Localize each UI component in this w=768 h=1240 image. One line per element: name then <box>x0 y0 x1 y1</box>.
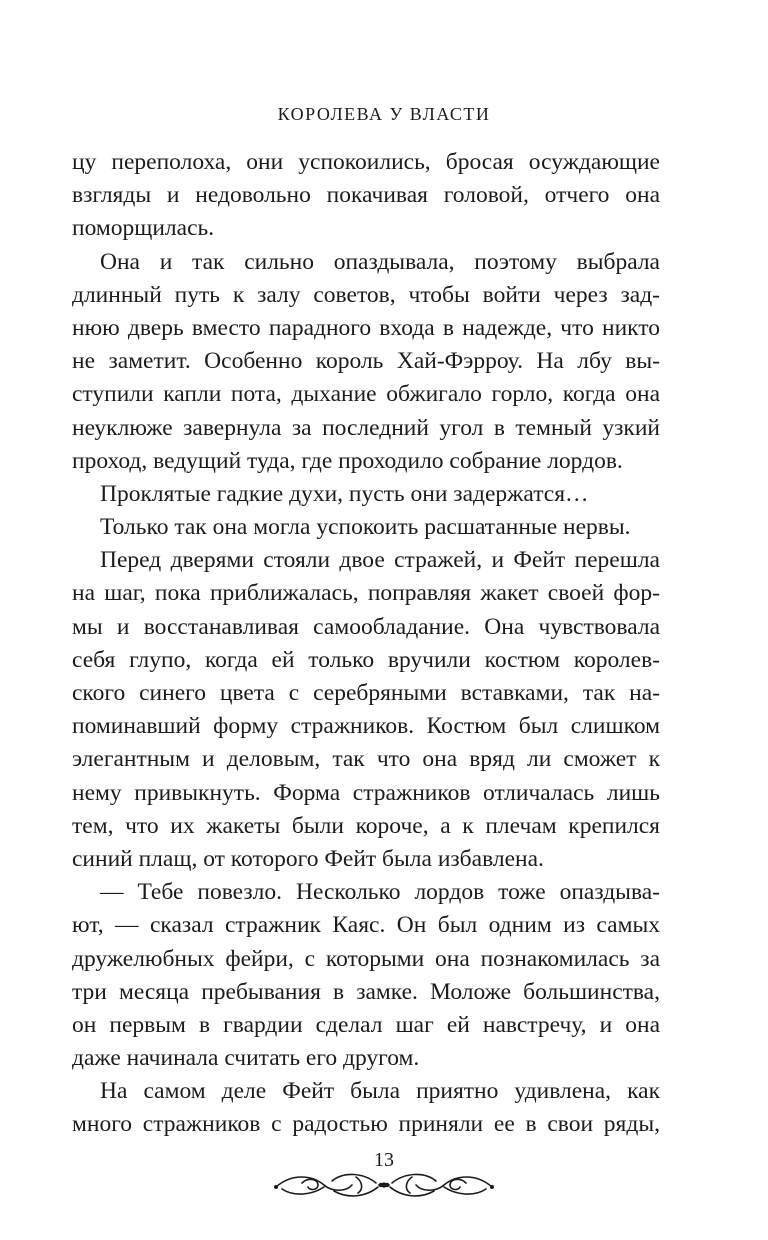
text-line: не заметит. Особенно король Хай-Фэрроу. На лбу вы- <box>72 348 660 375</box>
flourish-ornament-icon <box>272 1165 496 1205</box>
text-line: проход, ведущий туда, где проходило собрание лордов. <box>72 447 623 474</box>
text-line: взгляды и недовольно покачивая головой, отчего она <box>72 182 660 209</box>
text-line: ют, — сказал стражник Каяс. Он был одним из самых <box>72 912 660 939</box>
text-line: дружелюбных фейри, с которыми она познакомилась за <box>72 945 660 972</box>
text-line: ступили капли пота, дыхание обжигало горло, когда она <box>72 381 660 408</box>
text-line: Перед дверями стояли двое стражей, и Фейт перешла <box>100 547 660 574</box>
text-line: много стражников с радостью приняли ее в свои ряды, <box>72 1111 660 1138</box>
text-line: он первым в гвардии сделал шаг ей навстречу, и она <box>72 1011 660 1038</box>
text-line: ского синего цвета с серебряными вставками, так на- <box>72 680 660 706</box>
text-line: Она и так сильно опаздывала, поэтому выбрала <box>100 248 660 275</box>
text-line: синий плащ, от которого Фейт была избавлена. <box>72 845 544 872</box>
body-text <box>72 146 660 1142</box>
text-line: Проклятые гадкие духи, пусть они задержатся… <box>100 480 589 507</box>
text-line: поморщилась. <box>72 215 215 242</box>
text-line: неуклюже завернула за последний угол в темный узкий <box>72 414 660 441</box>
text-line: нему привыкнуть. Форма стражников отличалась лишь <box>72 779 660 806</box>
text-line: длинный путь к залу советов, чтобы войти через зад- <box>72 281 660 308</box>
text-line: нюю дверь вместо парадного входа в надежде, что никто <box>72 314 660 341</box>
text-line: Только так она могла успокоить расшатанные нервы. <box>100 514 631 541</box>
text-line: даже начинала считать его другом. <box>72 1045 420 1072</box>
text-line: себя глупо, когда ей только вручили костюм королев- <box>72 646 660 673</box>
text-line: мы и восстанавливая самообладание. Она чувствовала <box>72 613 660 640</box>
text-line: тем, что их жакеты были короче, а к плечам крепился <box>72 812 660 839</box>
text-line: на шаг, пока приближалась, поправляя жакет своей фор- <box>72 580 660 607</box>
text-line: цу переполоха, они успокоились, бросая осуждающие <box>72 149 660 175</box>
text-line: поминавший форму стражников. Костюм был слишком <box>72 713 660 740</box>
text-line: — Тебе повезло. Несколько лордов тоже опаздыва- <box>100 879 660 906</box>
page-number: 13 <box>374 1149 394 1171</box>
running-header: КОРОЛЕВА У ВЛАСТИ <box>277 104 491 124</box>
text-line: три месяца пребывания в замке. Моложе большинства, <box>72 978 660 1005</box>
text-line: На самом деле Фейт была приятно удивлена, как <box>100 1078 660 1105</box>
text-line: элегантным и деловым, так что она вряд ли сможет к <box>72 746 660 773</box>
